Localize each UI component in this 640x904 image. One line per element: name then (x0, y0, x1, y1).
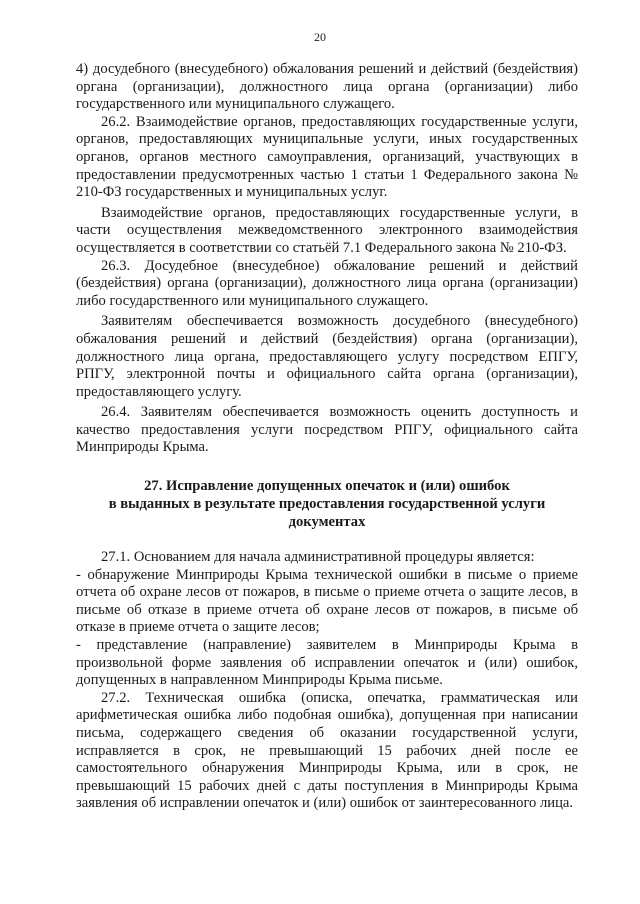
document-body (76, 61, 578, 813)
list-item-technical-error: - обнаружение Минприроды Крыма технической ошибки в письме о приеме отчета об охране лесов от пожаров, в письме о приеме отчета о защите лесов, в письме об отказе в приеме отчета об охране лесов от пожаров, в письме об отказе в приеме отчета о защите лесов; (76, 566, 578, 636)
paragraph-26-3: 26.3. Досудебное (внесудебное) обжалование решений и действий (бездействия) органа (организации), должностного лица органа (организации) либо государственного или муниципального служащего. (76, 257, 578, 309)
paragraph-item-4: 4) досудебного (внесудебного) обжалования решений и действий (бездействия) органа (организации), должностного лица органа (организации) либо государственного или муниципального служащего. (76, 61, 578, 113)
section-heading-line-1: 27. Исправление допущенных опечаток и (или) ошибок (144, 478, 510, 495)
paragraph-appeal-options: Заявителям обеспечивается возможность досудебного (внесудебного) обжалования решений и действий (бездействия) органа (организации), должностного лица органа, предоставляющего услугу посредством ЕПГУ, РПГУ, электронной почты и официального сайта органа (организации), предоставляющего услугу. (76, 313, 578, 400)
paragraph-interaction: Взаимодействие органов, предоставляющих государственные услуги, в части осуществления межведомственного электронного взаимодействия осуществляется в соответствии со статьёй 7.1 Федерального закона № 210-ФЗ. (76, 204, 578, 256)
list-item-applicant-request: - представление (направление) заявителем в Минприроды Крыма в произвольной форме заявления об исправлении опечаток и (или) ошибок, допущенных в направленном Минприроды Крыма письме. (76, 637, 578, 689)
paragraph-27-2: 27.2. Техническая ошибка (описка, опечатка, грамматическая или арифметическая ошибка либо подобная ошибка), допущенная при написании письма, содержащего сведения об оказании государственной услуги, исправляется в срок, не превышающий 15 рабочих дней после ее самостоятельного обнаружения Минприроды Крыма, или в срок, не превышающий 15 рабочих дней с даты поступления в Минприроды Крыма заявления об исправлении опечаток и (или) ошибок от заинтересованного лица. (76, 689, 578, 812)
section-heading-27 (76, 477, 578, 531)
paragraph-26-4: 26.4. Заявителям обеспечивается возможность оценить доступность и качество предоставления услуги посредством РПГУ, официального сайта Минприроды Крыма. (76, 404, 578, 456)
page-number: 20 (314, 30, 326, 44)
section-heading-line-2: в выданных в результате предоставления государственной услуги (108, 496, 546, 513)
paragraph-27-1: 27.1. Основанием для начала административной процедуры является: (101, 549, 535, 566)
section-heading-line-3: документах (288, 514, 366, 531)
paragraph-26-2: 26.2. Взаимодействие органов, предоставляющих государственные услуги, органов, предоставляющих муниципальные услуги, иных государственных органов, органов местного самоуправления, организаций, участвующих в предоставлении предусмотренных частью 1 статьи 1 Федерального закона № 210-ФЗ государственных и муниципальных услуг. (76, 113, 578, 201)
